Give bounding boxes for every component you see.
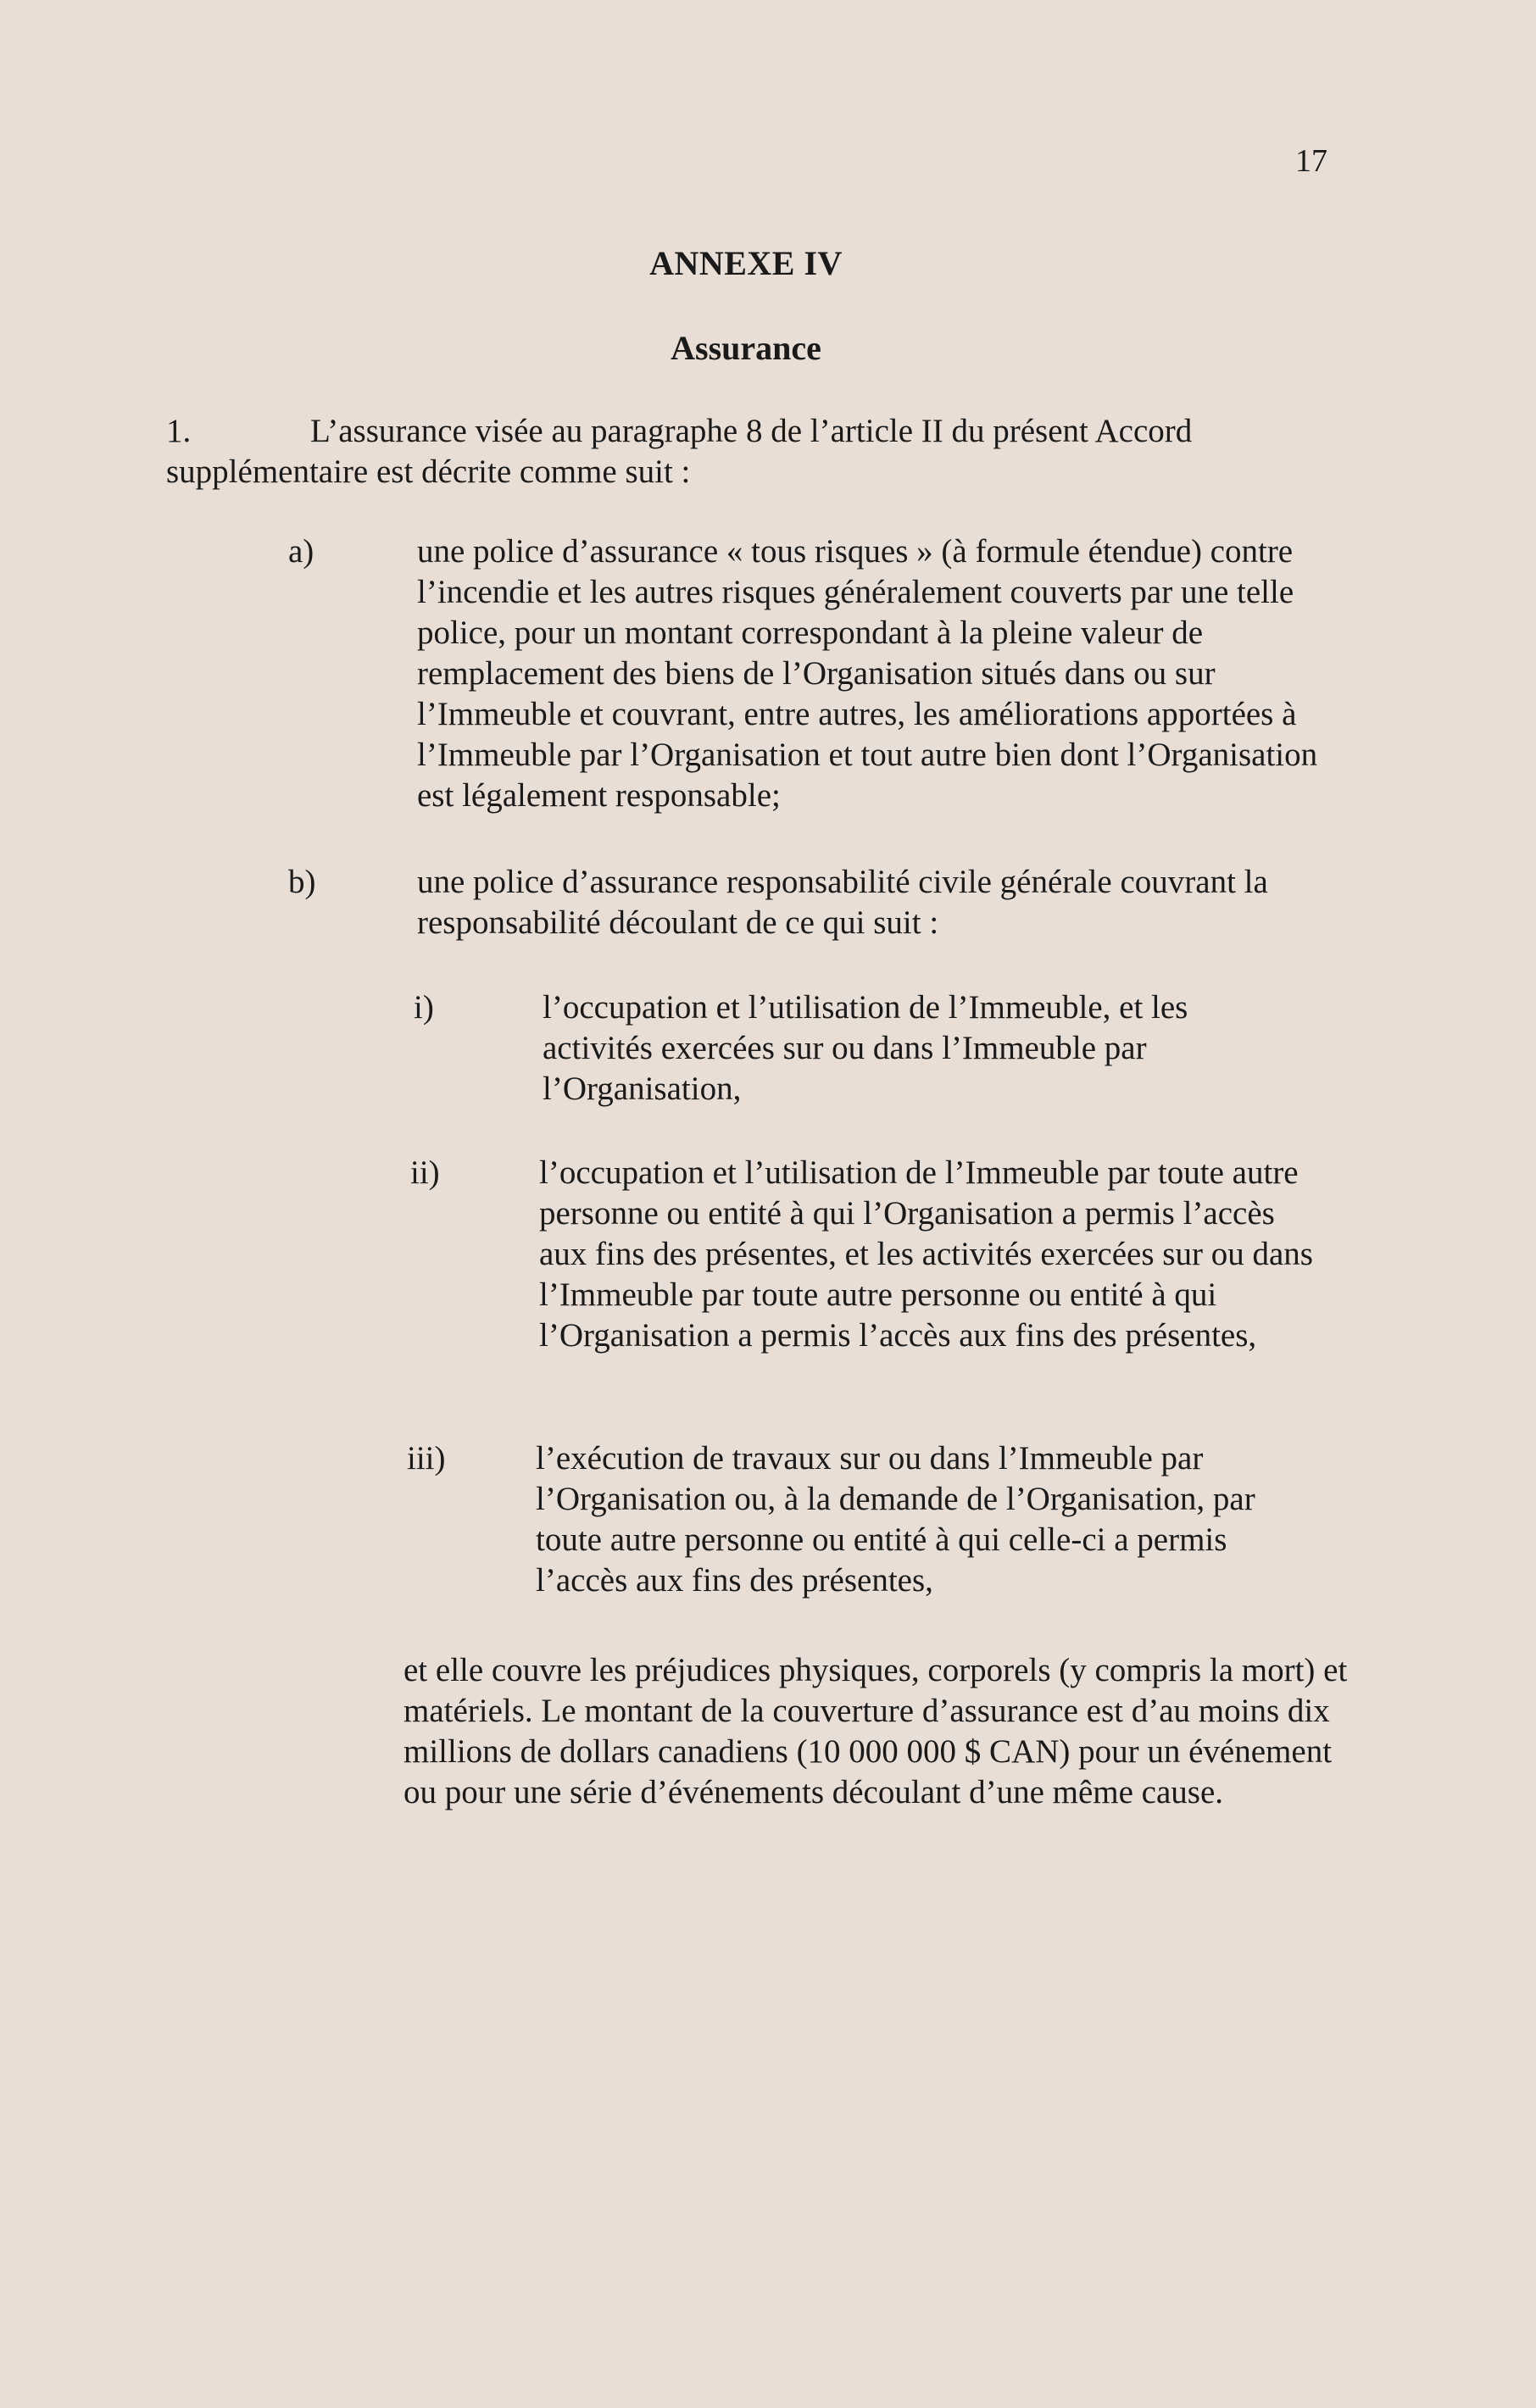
item-b-text: une police d’assurance responsabilité civile générale couvrant la responsabilité découlant de ce qui suit : bbox=[417, 864, 1268, 941]
subitem-iii-text: l’exécution de travaux sur ou dans l’Immeuble par l’Organisation ou, à la demande de l’Organisation, par toute autre personne ou entité à qui celle-ci a permis l’accès aux fins des présentes, bbox=[536, 1440, 1255, 1599]
annex-title: ANNEXE IV bbox=[649, 244, 843, 282]
subitem-iii-label: iii) bbox=[407, 1440, 446, 1476]
paragraph-1-number: 1. bbox=[166, 413, 192, 449]
item-b-label: b) bbox=[288, 864, 316, 900]
item-a-label: a) bbox=[288, 533, 314, 570]
subitem-i-label: i) bbox=[414, 989, 434, 1026]
item-b-closing-text: et elle couvre les préjudices physiques, corporels (y compris la mort) et matériels. Le montant de la couverture d’assurance est d’au moins dix millions de dollars canadiens (10 000 000 $ CAN) pour un événement ou pour une série d’événements découlant d’une même cause. bbox=[403, 1652, 1348, 1810]
subitem-ii-text: l’occupation et l’utilisation de l’Immeuble par toute autre personne ou entité à qui l’Organisation a permis l’accès aux fins des présentes, et les activités exercées sur ou dans l’Immeuble par toute autre personne ou entité à qui l’Organisation a permis l’accès aux fins des présentes, bbox=[539, 1154, 1313, 1354]
subitem-i-text: l’occupation et l’utilisation de l’Immeuble, et les activités exercées sur ou dans l’Immeuble par l’Organisation, bbox=[543, 989, 1188, 1107]
subitem-ii-label: ii) bbox=[410, 1154, 440, 1191]
annex-subtitle: Assurance bbox=[671, 329, 821, 367]
page-number: 17 bbox=[1295, 143, 1327, 179]
item-a-text: une police d’assurance « tous risques » (à formule étendue) contre l’incendie et les autres risques généralement couverts par une telle police, pour un montant correspondant à la pleine valeur de remplacement des biens de l’Organisation situés dans ou sur l’Immeuble et couvrant, entre autres, les améliorations apportées à l’Immeuble par l’Organisation et tout autre bien dont l’Organisation est légalement responsable; bbox=[417, 533, 1318, 814]
paragraph-1-text: L’assurance visée au paragraphe 8 de l’article II du présent Accord supplémentaire est décrite comme suit : bbox=[166, 413, 1193, 490]
